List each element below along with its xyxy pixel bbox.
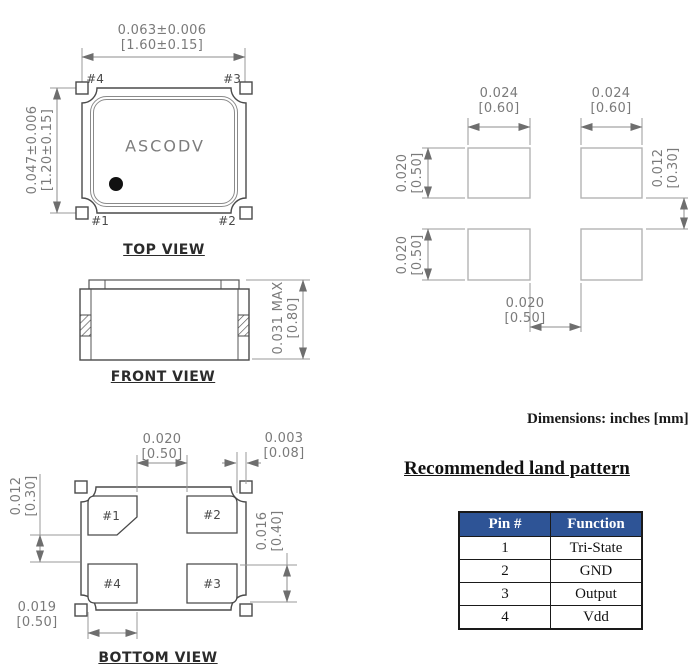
function-header: Function	[551, 512, 643, 537]
dim-mm: [0.40]	[270, 510, 285, 552]
dim-inches: 0.047±0.006	[25, 105, 40, 195]
dim-inches: 0.024	[591, 86, 631, 101]
bottom-view-edge-margin-dim	[264, 431, 305, 461]
top-view-width-dim	[118, 23, 207, 53]
bottom-pad-label-3: #3	[203, 577, 221, 591]
land-col-gap-dim	[505, 296, 546, 326]
front-view-label: FRONT VIEW	[110, 369, 216, 385]
dim-mm: [0.50]	[16, 615, 58, 630]
dim-mm: [0.50]	[410, 234, 425, 276]
pin-number-header: Pin #	[459, 512, 551, 537]
pin-label-2: #2	[218, 214, 236, 228]
dim-inches: 0.031 MAX	[271, 281, 286, 355]
dim-mm: [0.80]	[286, 297, 301, 339]
top-view-label: TOP VIEW	[123, 242, 205, 258]
bottom-view-pad-gap-y-dim	[9, 476, 39, 517]
land-pattern-heading: Recommended land pattern	[404, 458, 630, 479]
units-note: Dimensions: inches [mm]	[527, 411, 689, 427]
land-pad-bottom-right	[581, 229, 642, 280]
pin-number-cell: 2	[459, 560, 551, 583]
land-row-gap-dim	[651, 148, 681, 189]
pin-number-cell: 4	[459, 606, 551, 630]
dim-mm: [1.60±0.15]	[120, 38, 204, 53]
pin1-marker-dot	[109, 177, 123, 191]
land-pad-width-right-dim	[591, 86, 632, 116]
table-header-row	[459, 512, 642, 537]
bottom-view-pad-width-dim	[17, 600, 58, 630]
pin-number-cell: 1	[459, 537, 551, 560]
bottom-view-label: BOTTOM VIEW	[98, 650, 218, 666]
bottom-view-pad-height-dim	[255, 511, 285, 552]
dim-inches: 0.020	[505, 296, 545, 311]
bottom-pad-label-2: #2	[203, 508, 221, 522]
dim-inches: 0.063±0.006	[117, 23, 207, 38]
front-view-body	[80, 280, 249, 360]
dim-inches: 0.012	[651, 148, 666, 188]
front-left-pad-hatch	[80, 315, 91, 336]
dim-inches: 0.020	[395, 235, 410, 275]
part-marking: ASCODV	[125, 136, 205, 156]
dim-mm: [0.50]	[141, 447, 183, 462]
dim-inches: 0.020	[142, 432, 182, 447]
dim-inches: 0.003	[264, 431, 304, 446]
dim-mm: [0.50]	[504, 311, 546, 326]
land-pad-width-left-dim	[479, 86, 520, 116]
dim-inches: 0.020	[395, 153, 410, 193]
function-cell: Tri-State	[551, 537, 643, 560]
pin-label-3: #3	[223, 72, 241, 86]
front-right-pad-hatch	[238, 315, 249, 336]
table-row	[459, 583, 642, 606]
table-row	[459, 537, 642, 560]
dim-mm: [0.60]	[478, 101, 520, 116]
bottom-pad-label-4: #4	[103, 577, 121, 591]
function-cell: Vdd	[551, 606, 643, 630]
dim-inches: 0.016	[255, 511, 270, 551]
dim-mm: [1.20±0.15]	[40, 108, 55, 192]
dim-mm: [0.50]	[410, 152, 425, 194]
table-row	[459, 606, 642, 630]
dim-mm: [0.60]	[590, 101, 632, 116]
bottom-view-pad-gap-x-dim	[142, 432, 183, 462]
pin-label-1: #1	[91, 214, 109, 228]
land-pad-height-bottom-dim	[395, 235, 425, 276]
bottom-pad-label-1: #1	[102, 509, 120, 523]
dim-mm: [0.30]	[24, 475, 39, 517]
dim-inches: 0.024	[479, 86, 519, 101]
dim-inches: 0.019	[17, 600, 57, 615]
land-pattern-dim-lines	[422, 118, 688, 332]
land-pattern-dim-arrows	[428, 127, 684, 327]
land-pad-top-right	[581, 148, 642, 198]
dim-mm: [0.08]	[263, 446, 305, 461]
pin-label-4: #4	[86, 72, 104, 86]
table-row	[459, 560, 642, 583]
function-cell: GND	[551, 560, 643, 583]
land-pad-top-left	[468, 148, 530, 198]
pin-number-cell: 3	[459, 583, 551, 606]
land-pattern-pads	[468, 148, 642, 280]
function-cell: Output	[551, 583, 643, 606]
front-view-height-dim	[271, 281, 301, 354]
land-pad-height-top-dim	[395, 153, 425, 194]
top-view-height-dim	[25, 106, 55, 195]
pin-function-table	[458, 511, 643, 630]
land-pad-bottom-left	[468, 229, 530, 280]
dim-inches: 0.012	[9, 476, 24, 516]
dim-mm: [0.30]	[666, 147, 681, 189]
